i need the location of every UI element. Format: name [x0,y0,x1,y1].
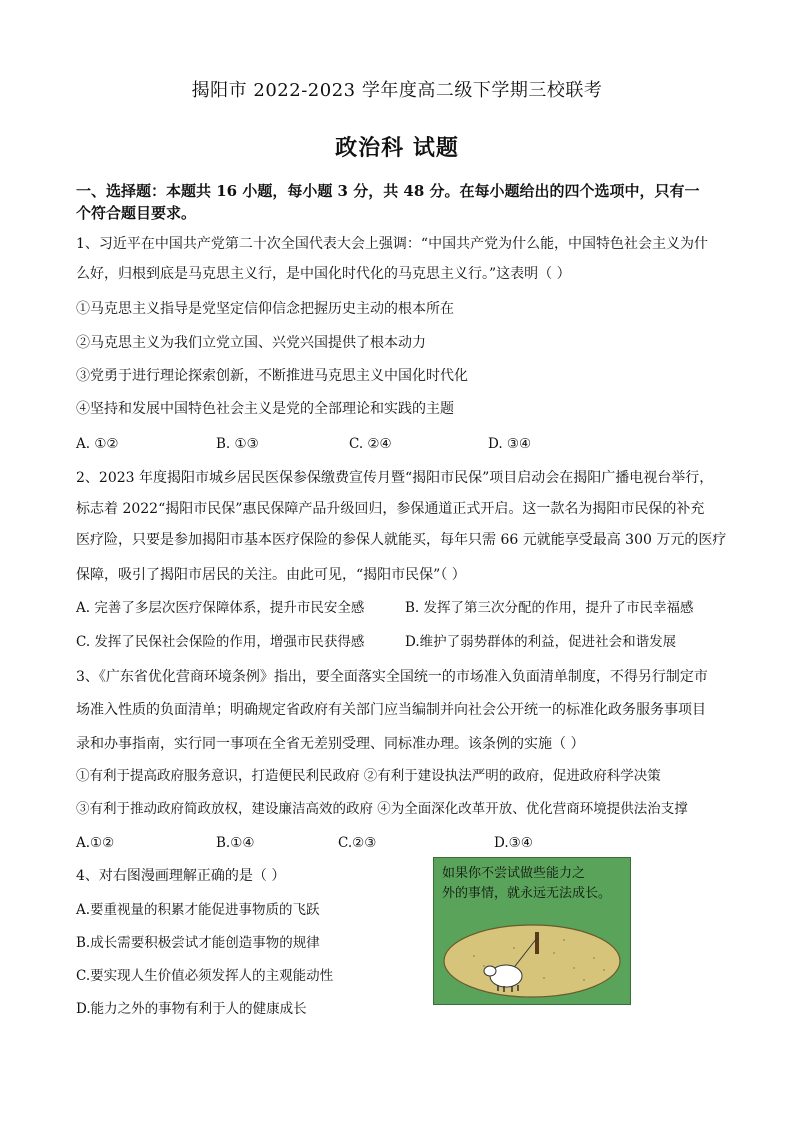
section-heading-line2: 个符合题目要求。 [76,204,197,222]
q1-statement-4: ④坚持和发展中国特色社会主义是党的全部理论和实践的主题 [76,401,454,417]
q2-stem-line2: 标志着 2022“揭阳市民保”惠民保障产品升级回归，参保通道正式开启。这一款名为揭阳市民保的补充 [76,501,705,517]
q3-option-a: A.①② [76,835,115,851]
q3-option-c: C.②③ [338,835,377,851]
q3-stem-line3: 录和办事指南，实行同一事项在全省无差别受理、同标准办理。该条例的实施（ ） [76,736,585,752]
q1-option-b: B. ①③ [216,436,259,452]
cartoon-illustration [433,857,631,1005]
q2-stem-line3: 医疗险，只要是参加揭阳市基本医疗保险的参保人就能买，每年只需 66 元就能享受最高 300 万元的医疗 [76,532,727,548]
q3-option-b: B.①④ [216,835,255,851]
q2-stem-line1: 2、2023 年度揭阳市城乡居民医保参保缴费宣传月暨“揭阳市民保”项目启动会在揭阳广播电视台举行， [76,470,714,486]
q3-statements-line2: ③有利于推动政府简政放权，建设廉洁高效的政府 ④为全面深化改革开放、优化营商环境提供法治支撑 [76,801,688,817]
stake [535,932,539,954]
q1-stem-line1: 1、习近平在中国共产党第二十次全国代表大会上强调：“中国共产党为什么能，中国特色社会主义为什 [76,236,709,252]
q2-option-c: C. 发挥了民保社会保险的作用，增强市民获得感 [76,634,365,650]
q1-option-a: A. ①② [76,436,119,452]
q3-stem-line1: 3、《广东省优化营商环境条例》指出，要全面落实全国统一的市场准入负面清单制度，不得另行制定市 [76,669,708,685]
cartoon-drawing [434,858,630,1004]
q1-option-d: D. ③④ [488,436,532,452]
q2-option-d: D.维护了弱势群体的利益，促进社会和谐发展 [405,634,677,650]
q3-statements-line1: ①有利于提高政府服务意识，打造便民利民政府 ②有利于建设执法严明的政府，促进政府科学决策 [76,768,661,784]
q3-stem-line2: 场准入性质的负面清单；明确规定省政府有关部门应当编制并向社会公开统一的标准化政务服务事项目 [76,702,706,718]
q4-option-c: C.要实现人生价值必须发挥人的主观能动性 [76,968,334,984]
q1-option-c: C. ②④ [349,436,392,452]
q4-option-a: A.要重视量的积累才能促进事物质的飞跃 [76,902,320,918]
cartoon-caption-line2: 外的事情，就永远无法成长。 [442,886,612,901]
q2-option-a: A. 完善了多层次医疗保障体系，提升市民安全感 [76,600,365,616]
q1-statement-3: ③党勇于进行理论探索创新，不断推进马克思主义中国化时代化 [76,368,468,384]
q3-option-d: D.③④ [494,835,533,851]
q1-statement-1: ①马克思主义指导是党坚定信仰信念把握历史主动的根本所在 [76,301,454,317]
q1-statement-2: ②马克思主义为我们立党立国、兴党兴国提供了根本动力 [76,335,426,351]
grazed-circle [444,925,620,997]
exam-title: 揭阳市 2022-2023 学年度高二级下学期三校联考 [191,80,603,101]
q4-stem: 4、对右图漫画理解正确的是（ ） [76,868,286,884]
cartoon-caption-line1: 如果你不尝试做些能力之 [442,866,586,881]
q2-stem-line4: 保障，吸引了揭阳市居民的关注。由此可见，“揭阳市民保”（ ） [76,567,466,583]
subject-title: 政治科 试题 [335,135,459,161]
q4-option-d: D.能力之外的事物有利于人的健康成长 [76,1001,307,1017]
q1-stem-line2: 么好，归根到底是马克思主义行，是中国化时代化的马克思主义行。”这表明（ ） [76,266,571,282]
q2-option-b: B. 发挥了第三次分配的作用，提升了市民幸福感 [405,600,694,616]
section-heading-line1: 一、选择题：本题共 16 小题，每小题 3 分，共 48 分。在每小题给出的四个选项中，只有一 [76,182,700,200]
q4-option-b: B.成长需要积极尝试才能创造事物的规律 [76,935,320,951]
